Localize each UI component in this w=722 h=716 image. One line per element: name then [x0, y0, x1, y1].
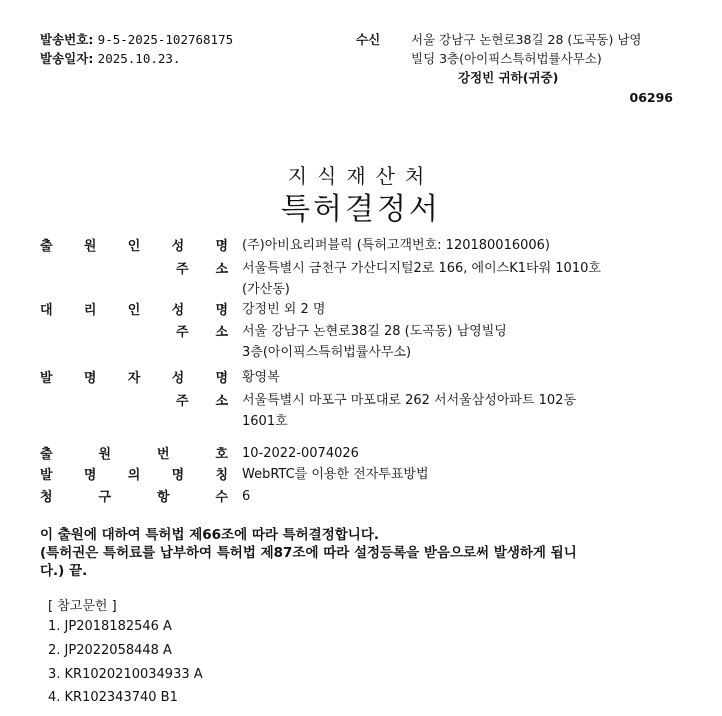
applicant-address-line-2: (가산동) — [242, 282, 290, 297]
agent-address-row — [0, 321, 722, 360]
references-heading: [ 참고문헌 ] — [48, 599, 117, 614]
application-number-row — [0, 443, 722, 465]
applicant-row — [0, 235, 722, 257]
invention-title-label: 발 명 의 명 칭 — [40, 468, 228, 483]
applicant-name: (주)아비요리퍼블릭 (특허고객번호: 120180016006) — [242, 238, 550, 253]
inventor-address-label: 주 소 — [176, 394, 228, 409]
reference-item: 4. KR102343740 B1 — [48, 690, 178, 705]
applicant-address — [242, 258, 601, 300]
recipient-address — [411, 30, 641, 68]
issue-number: 9-5-2025-102768175 — [97, 32, 234, 47]
agent-address-label: 주 소 — [176, 325, 228, 340]
invention-title-row — [0, 464, 722, 486]
inventor-address — [242, 390, 576, 432]
decision-line-3: 다.) 끝. — [40, 563, 88, 579]
issue-date: 2025.10.23. — [97, 51, 181, 66]
document-title: 특허결정서 — [281, 192, 441, 227]
recipient-address-line-2: 빌딩 3층(아이픽스특허법률사무소) — [411, 51, 602, 66]
reference-item: 3. KR1020210034933 A — [48, 667, 203, 682]
inventor-address-row — [0, 390, 722, 429]
applicant-label: 출 원 인 성 명 — [40, 239, 228, 254]
issue-date-label: 발송일자 — [40, 51, 89, 66]
application-number: 10-2022-0074026 — [242, 446, 359, 461]
inventor-label: 발 명 자 성 명 — [40, 371, 228, 386]
invention-title: WebRTC를 이용한 전자투표방법 — [242, 467, 429, 482]
reference-item: 1. JP2018182546 A — [48, 619, 172, 634]
inventor-name: 황영복 — [242, 370, 280, 385]
claims-label: 청 구 항 수 — [40, 490, 228, 505]
recipient-label: 수신 — [356, 32, 381, 47]
inventor-row — [0, 367, 722, 389]
applicant-address-line-1: 서울특별시 금천구 가산디지털2로 166, 에이스K1타워 1010호 — [242, 261, 601, 276]
applicant-address-row — [0, 258, 722, 297]
agent-address-line-1: 서울 강남구 논현로38길 28 (도곡동) 남영빌딩 — [242, 324, 507, 339]
agent-address-line-2: 3층(아이픽스특허법률사무소) — [242, 345, 412, 360]
inventor-address-line-1: 서울특별시 마포구 마포대로 262 서서울삼성아파트 102동 — [242, 393, 577, 408]
issue-number-label: 발송번호 — [40, 32, 89, 47]
decision-line-2: (특허권은 특허료를 납부하여 특허법 제87조에 따라 설정등록을 받음으로써 발생하게 됩니 — [40, 545, 577, 561]
reference-item: 2. JP2022058448 A — [48, 643, 172, 658]
decision-text — [40, 526, 577, 580]
applicant-address-label: 주 소 — [176, 262, 228, 277]
claims-count: 6 — [242, 489, 251, 504]
postal-code: 06296 — [629, 90, 673, 105]
agent-row — [0, 299, 722, 321]
agent-address — [242, 321, 507, 363]
recipient-name: 강정빈 귀하(귀중) — [458, 70, 559, 85]
agent-label: 대 리 인 성 명 — [40, 303, 228, 318]
agent-name: 강정빈 외 2 명 — [242, 302, 326, 317]
application-number-label: 출 원 번 호 — [40, 447, 228, 462]
recipient-address-line-1: 서울 강남구 논현로38길 28 (도곡동) 남영 — [411, 32, 642, 47]
inventor-address-line-2: 1601호 — [242, 414, 288, 429]
claims-row — [0, 486, 722, 508]
issue-info: 발송번호: 9-5-2025-102768175 발송일자: 2025.10.23. — [40, 32, 234, 66]
agency-name: 지식재산처 — [287, 164, 435, 188]
decision-line-1: 이 출원에 대하여 특허법 제66조에 따라 특허결정합니다. — [40, 527, 380, 543]
